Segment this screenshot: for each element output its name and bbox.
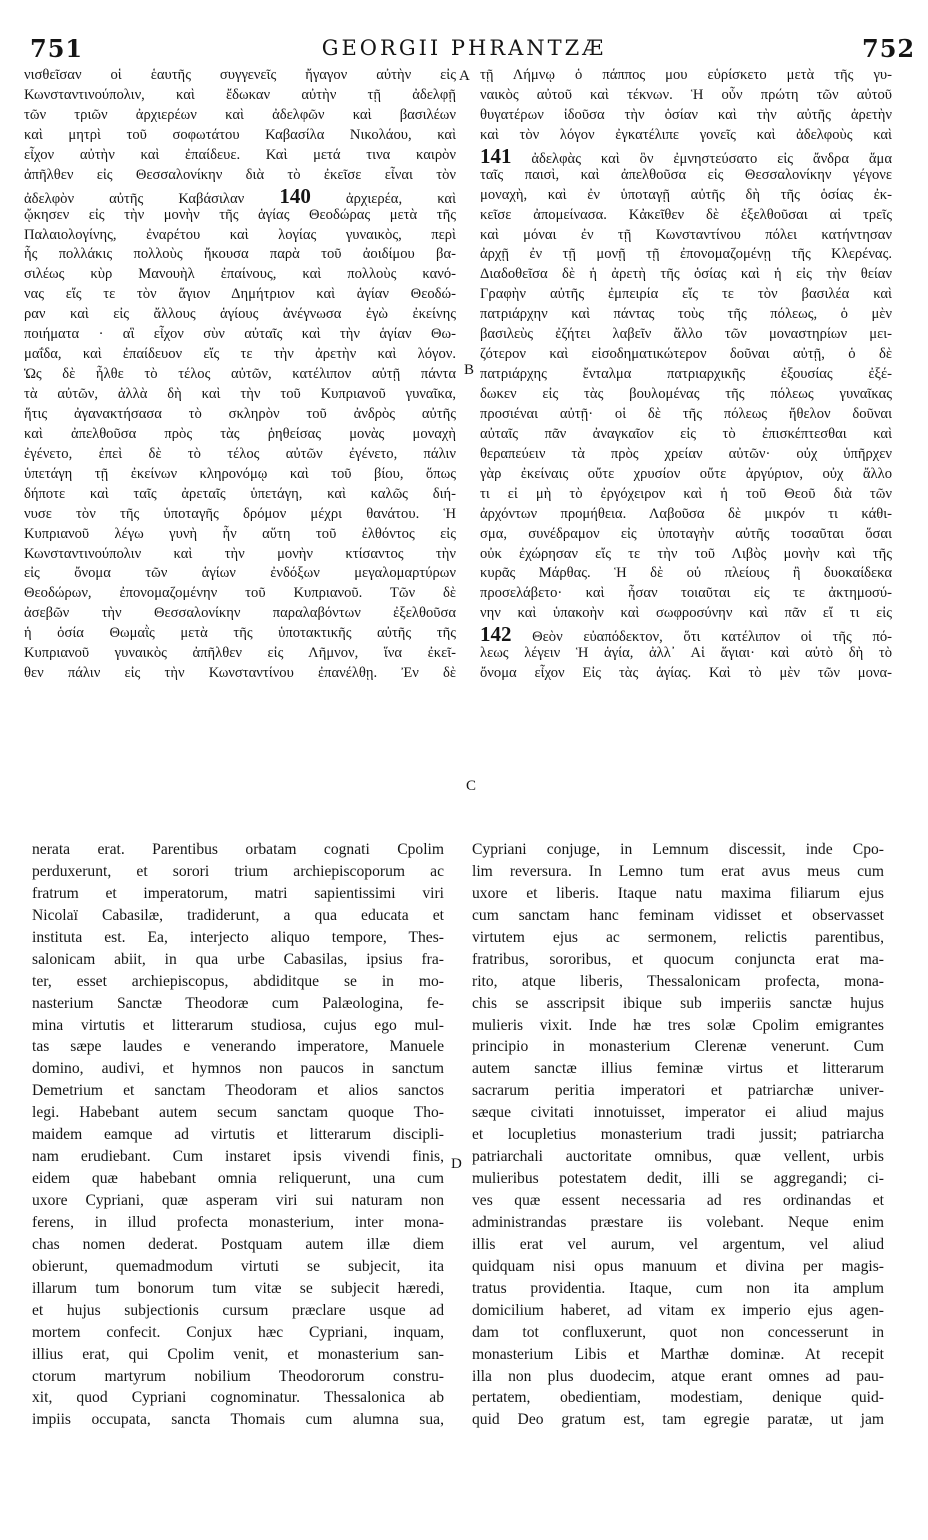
latin-left-line: obierunt, quemadmodum virtuti se subjecit, ita bbox=[32, 1257, 444, 1275]
latin-column-right bbox=[472, 839, 884, 1431]
latin-left-line: perduxerunt, et sorori trium archiepiscoporum ac bbox=[32, 862, 444, 880]
greek-left-line: Κυπριανοῦ γυναικὸς ἀπῆλθεν εἰς Λῆμνον, ἵνα ἐκεῖ- bbox=[24, 645, 456, 662]
greek-left-line: Θεοδώρων, ἐπονομαζομένην τοῦ Κυπριανοῦ. Τῶν δὲ bbox=[24, 585, 456, 602]
latin-right-line: monasterium Libis et Marthæ dominæ. At recepit bbox=[472, 1345, 884, 1363]
greek-left-line: νισθεῖσαν οἱ ἑαυτῆς συγγενεῖς ἤγαγον αὐτὴν εἰς bbox=[24, 67, 456, 83]
greek-right-line: σμα, συνέδραμον εἰς ὑποταγὴν αὐτῆς τοσαῦται ὅσαι bbox=[480, 525, 892, 542]
greek-left-line: ἀσεβῶν τὴν Θεσσαλονίκην παραλαβόντων ἐξελθοῦσα bbox=[24, 605, 456, 622]
latin-right-line: virtutem ejus ac sermonem, relictis parentibus, bbox=[472, 928, 884, 946]
page-number-left: 751 bbox=[30, 34, 84, 63]
latin-right-line: illa non plus duodecim, atque erant omnes ad pau- bbox=[472, 1367, 884, 1385]
latin-left-line: fratrum et imperatorum, matri sapientissimi viri bbox=[32, 884, 444, 902]
greek-right-line: 142 Θεὸν εὐαπόδεκτον, ὅτι κατέλιπον οἱ τῆς πό- bbox=[480, 624, 892, 644]
greek-left-line: δήποτε καὶ ταῖς ἀρεταῖς ὑπετάγη, καὶ καλῶς διή- bbox=[24, 485, 456, 502]
margin-letter-d: D bbox=[451, 1156, 462, 1172]
latin-right-line: pertatem, obedientiam, modestiam, denique quid- bbox=[472, 1389, 884, 1407]
margin-letter-a: A bbox=[459, 68, 470, 84]
latin-right-line: uxore et liberis. Itaque natu maxima filiarum ejus bbox=[472, 884, 884, 902]
latin-left-line: illius erat, qui Cpolim venit, et monasterium san- bbox=[32, 1345, 444, 1363]
latin-right-line: dam tot confluxerunt, quot non concesserunt in bbox=[472, 1323, 884, 1341]
latin-left-line: eidem quæ habebant omnia reliquerunt, una cum bbox=[32, 1170, 444, 1188]
greek-left-line: εἶχον αὐτὴν καὶ ἐπαίδευε. Καὶ μετά τινα καιρὸν bbox=[24, 146, 456, 163]
greek-left-line: ἐγένετο, ἐπεὶ δὲ τὸ τέλος αὐτῶν ἐγένετο, πάλιν bbox=[24, 445, 456, 462]
greek-left-line: εἰς ὄνομα τῶν ἁγίων ἐνδόξων μεγαλομαρτύρων bbox=[24, 565, 456, 582]
latin-right-line: mulieribus potestatem dedit, illi se aggregandi; ci- bbox=[472, 1170, 884, 1188]
greek-left-line: μαΐδα, καὶ ἐπαίδευον εἴς τε τὴν ἀρετὴν καὶ λόγον. bbox=[24, 346, 456, 363]
latin-right-line: patriarchali auctoritate omnibus, quæ vellent, urbis bbox=[472, 1148, 884, 1166]
latin-right-line: quid Deo gratum est, tam egregie paratæ, ut jam bbox=[472, 1411, 884, 1429]
latin-left-line: ferens, in illud profecta monasterium, inter mona- bbox=[32, 1213, 444, 1231]
greek-left-line: ποιήματα · αἳ εἶχον σὺν αὐταῖς καὶ τὴν ἁγίαν Θω- bbox=[24, 326, 456, 343]
latin-right-line: rito, atque liberis, Thessalonicam profecta, mona- bbox=[472, 972, 884, 990]
latin-right-line: et locupletius monasterium tradi jussit; patriarcha bbox=[472, 1126, 884, 1144]
greek-left-line: ραν καὶ εἰς ἄλλους ἁγίους ἀνέγνωσα ἐγὼ ἐκείνης bbox=[24, 306, 456, 323]
greek-left-line: ᾤκησεν εἰς τὴν μονὴν τῆς ἁγίας Θεοδώρας μετὰ τῆς bbox=[24, 206, 456, 223]
greek-left-line: Παλαιολογίνης, ἐναρέτου καὶ λογίας γυναικὸς, περὶ bbox=[24, 226, 456, 243]
latin-right-line: cum sanctam hanc feminam vidisset et observasset bbox=[472, 906, 884, 924]
greek-right-line: λεως λέγειν Ἡ ἁγία, ἀλλ᾽ Αἱ ἅγιαι· καὶ αὐτὸ δὴ τὸ bbox=[480, 645, 892, 662]
latin-right-line: ves quæ essent necessaria ad res ordinandas et bbox=[472, 1192, 884, 1209]
latin-right-line: domicilium haberet, ad vitam ex imperio ejus agen- bbox=[472, 1301, 884, 1319]
latin-left-line: salonicam abiit, in qua urbe Cabasilas, ipsius fra- bbox=[32, 950, 444, 968]
latin-left-line: nam erudiebant. Cum instaret ipsis vivendi finis, bbox=[32, 1148, 444, 1166]
greek-right-line: τῇ Λήμνῳ ὁ πάππος μου εὑρίσκετο μετὰ τῆς γυ- bbox=[480, 67, 892, 83]
latin-left-line: ctorum martyrum nobilium Theodororum constru- bbox=[32, 1367, 444, 1385]
greek-left-line: Ὡς δὲ ἦλθε τὸ τέλος αὐτῶν, κατέλιπον αὐτῇ πάντα bbox=[24, 366, 456, 383]
greek-right-line: ναικὸς αὐτοῦ καὶ τέκνων. Ἡ οὖν πρώτη τῶν αὐτοῦ bbox=[480, 86, 892, 103]
latin-left-line: et hujus subjectionis cursum præclare usque ad bbox=[32, 1301, 444, 1319]
greek-right-line: μοναχὴ, καὶ ἐν ὑποταγῇ αὐτῆς δὴ τῆς ὁσίας ἐκ- bbox=[480, 186, 892, 203]
latin-left-line: maidem eamque ad virtutis et litterarum discipli- bbox=[32, 1126, 444, 1144]
greek-right-line: ἀρχόντων προμήθεια. Λαβοῦσα δὲ μικρόν τι κάθι- bbox=[480, 505, 892, 522]
latin-right-line: illis erat vel aurum, vel argentum, vel aliud bbox=[472, 1235, 884, 1253]
greek-right-line: προσελάβετο· καὶ ἦσαν τοιαῦται εἰς τε ἀκτημοσύ- bbox=[480, 585, 892, 602]
latin-left-line: tas sæpe laudes e venerando imperatore, Manuele bbox=[32, 1038, 444, 1056]
greek-left-line: Κωνσταντινούπολιν, καὶ ἔδωκαν αὐτὴν τῇ ἀδελφῇ bbox=[24, 86, 456, 103]
greek-right-line: θυγατέρων ἰδοῦσα τὴν ὁσίαν καὶ τὴν αὐτῆς ἀρετὴν bbox=[480, 106, 892, 123]
running-head: GEORGII PHRANTZÆ bbox=[321, 36, 607, 60]
greek-right-line: νην καὶ ὑπακοὴν καὶ σωφροσύνην καὶ πᾶν εἴ τι εἰς bbox=[480, 605, 892, 622]
greek-right-line: Διαδοθεῖσα δὲ ἡ ἀρετὴ τῆς ὁσίας καὶ ἡ εἰς τὴν θείαν bbox=[480, 266, 892, 283]
greek-left-line: νυσε τὸν τῆς ὑποταγῆς δρόμον μέχρι θανάτου. Ἡ bbox=[24, 505, 456, 522]
greek-left-line: ἡ ὁσία Θωμαῒς μετὰ τῆς ὑποτακτικῆς αὐτῆς τῆς bbox=[24, 625, 456, 642]
latin-right-line: Cypriani conjuge, in Lemnum discessit, inde Cpo- bbox=[472, 841, 884, 858]
greek-right-line: καὶ μόναι ἐν τῇ Κωνσταντίνου πόλει κατήντησαν bbox=[480, 226, 892, 243]
section-number: 141 bbox=[480, 145, 512, 166]
greek-left-line: ἧς πολλάκις πολλοὺς ἤκουσα παρὰ τοῦ ἀοιδίμου βα- bbox=[24, 246, 456, 263]
latin-left-line: Nicolaï Cabasilæ, tradiderunt, a qua educata et bbox=[32, 906, 444, 924]
greek-left-line: ἀπῆλθεν εἰς Θεσσαλονίκην διὰ τὸ ἐκεῖσε εἶναι τὸν bbox=[24, 166, 456, 183]
greek-left-line: καὶ ἀπελθοῦσα πρὸς τὰς ῥηθείσας μονὰς μοναχὴ bbox=[24, 425, 456, 442]
greek-right-line: ἀρχῇ ἐν τῇ μονῇ τῇ ἐπονομαζομένῃ τῆς Κλερένας. bbox=[480, 246, 892, 263]
greek-left-line: ὑπετάγη τῇ ἐκείνων κληρονόμῳ καὶ τοῦ βίου, ὅπως bbox=[24, 465, 456, 482]
latin-left-line: legi. Habebant autem secum sanctam quoque Tho- bbox=[32, 1104, 444, 1122]
latin-left-line: domino, audivi, et hymnos non paucos in sanctum bbox=[32, 1060, 444, 1078]
greek-left-line: ἀδελφὸν αὐτῆς Καβάσιλαν 140 ἀρχιερέα, καὶ bbox=[24, 186, 456, 206]
latin-left-line: ter, esset archiepiscopus, abdiditque se in mo- bbox=[32, 972, 444, 990]
greek-column-left bbox=[24, 66, 456, 684]
latin-left-line: mina virtutis et litterarum studiosa, cujus ego mul- bbox=[32, 1016, 444, 1034]
greek-right-line: βασιλεὺς ἐζήτει λαβεῖν ἄλλο τῶν μοναστηρίων μει- bbox=[480, 326, 892, 343]
page-header bbox=[0, 28, 928, 64]
latin-left-line: uxore Cypriani, quæ asperam viri sui naturam non bbox=[32, 1192, 444, 1209]
latin-left-line: nerata erat. Parentibus orbatam cognati Cpolim bbox=[32, 841, 444, 858]
section-number: 140 bbox=[279, 185, 311, 206]
latin-right-line: principio in monasterium Clerenæ venerunt. Cum bbox=[472, 1038, 884, 1056]
latin-left-line: impiis occupata, sancta Thomais cum alumna sua, bbox=[32, 1411, 444, 1429]
latin-right-line: sacrarum peritia imperatori et patriarchæ univer- bbox=[472, 1082, 884, 1100]
latin-left-line: xit, quod Cypriani cognominatur. Thessalonica ab bbox=[32, 1389, 444, 1407]
greek-column-right bbox=[480, 66, 892, 684]
page-number-right: 752 bbox=[862, 34, 916, 63]
greek-left-line: νας εἴς τε τὸν ἅγιον Δημήτριον καὶ ἁγίαν Θεοδώ- bbox=[24, 286, 456, 303]
greek-left-line: θεν πάλιν εἰς τὴν Κωνσταντίνου ἐπανέλθῃ. Ἐν δὲ bbox=[24, 665, 456, 682]
greek-right-line: καὶ τὸν λόγον ἐγκατέλιπε γονεῖς καὶ ἀδελφοὺς καὶ bbox=[480, 126, 892, 143]
latin-left-line: mortem confecit. Conjux hæc Cypriani, inquam, bbox=[32, 1323, 444, 1341]
latin-right-line: administrandas præstare iis volebant. Neque enim bbox=[472, 1213, 884, 1231]
greek-left-line: καὶ μητρὶ τοῦ σοφωτάτου Καβασίλα Νικολάου, καὶ bbox=[24, 126, 456, 143]
greek-right-line: αὐταῖς πᾶν ἀναγκαῖον εἰς τὸ ἐπισκέπτεσθαι καὶ bbox=[480, 425, 892, 442]
greek-left-line: ἥτις ἀγανακτήσασα τὸ σκληρὸν τοῦ ἀνδρὸς αὐτῆς bbox=[24, 405, 456, 422]
latin-left-line: nasterium Sanctæ Theodoræ cum Palæologina, fe- bbox=[32, 994, 444, 1012]
latin-left-line: chas nomen dederat. Postquam autem illæ diem bbox=[32, 1235, 444, 1253]
greek-right-line: οὐκ ἐχώρησαν εἴς τε τὴν τοῦ Λιβὸς μονὴν καὶ τῆς bbox=[480, 545, 892, 562]
greek-right-line: κυρᾶς Μάρθας. Ἡ δὲ οὐ πλείους ἢ δυοκαίδεκα bbox=[480, 565, 892, 582]
greek-right-line: πατριάρχην καὶ πάντας τοὺς τῆς πόλεως, ὁ μὲν bbox=[480, 306, 892, 323]
greek-right-line: προσιέναι αὐτῇ· οἱ δὲ τῆς πόλεως ἤθελον δοῦναι bbox=[480, 405, 892, 422]
greek-right-line: ταῖς παισὶ, καὶ ἀπελθοῦσα εἰς Θεσσαλονίκην γέγονε bbox=[480, 166, 892, 183]
margin-letter-b: B bbox=[464, 362, 475, 378]
latin-right-line: tratus providentia. Itaque, cum non ita amplum bbox=[472, 1279, 884, 1297]
greek-right-line: ζότερον καὶ εἰσοδηματικώτερον δοῦναι αὐτῇ, ὁ δὲ bbox=[480, 346, 892, 363]
greek-left-line: τὰ αὐτῶν, ἀλλὰ δὴ καὶ τὴν τοῦ Κυπριανοῦ γυναῖκα, bbox=[24, 386, 456, 402]
greek-left-line: σιλέως κὺρ Μανουὴλ ἐπαίνους, καὶ πολλοὺς κανό- bbox=[24, 266, 456, 283]
latin-column-left bbox=[32, 839, 444, 1431]
section-number: 142 bbox=[480, 624, 512, 645]
latin-right-line: lim reversura. In Lemno tum erat avus meus cum bbox=[472, 862, 884, 880]
greek-right-line: τι εἰ μὴ τὸ ἐργόχειρον καὶ ἡ τοῦ Θεοῦ διὰ τῶν bbox=[480, 485, 892, 502]
latin-right-line: mulieris vixit. Inde hæ tres solæ Cpolim emigrantes bbox=[472, 1016, 884, 1034]
latin-right-line: quidquam nisi opus manuum et divina per magis- bbox=[472, 1257, 884, 1275]
greek-right-line: κεῖσε ἀπομείνασα. Κἀκεῖθεν δὲ ἐξελθοῦσαι αἱ τρεῖς bbox=[480, 206, 892, 223]
latin-right-line: sæque civitati innotuisset, imperator ei aliud majus bbox=[472, 1104, 884, 1122]
latin-left-line: Demetrium et sanctam Theodoram et alios sanctos bbox=[32, 1082, 444, 1100]
greek-right-line: δωκεν εἰς τὰς βουλομένας τῆς πόλεως γυναῖκας bbox=[480, 386, 892, 402]
greek-right-line: γὰρ ἐκείναις οὔτε χρυσίον οὔτε ἀργύριον, οὐχ ἄλλο bbox=[480, 465, 892, 482]
latin-right-line: chis se asscripsit ibique sub imperiis sanctæ hujus bbox=[472, 994, 884, 1012]
greek-right-line: 141 ἀδελφὰς καὶ ὃν ἐμνηστεύσατο εἰς ἄνδρα ἅμα bbox=[480, 146, 892, 166]
latin-left-line: instituta est. Ea, interjecto aliquo tempore, Thes- bbox=[32, 928, 444, 946]
greek-right-line: ὄνομα εἶχον Εἰς τὰς ἁγίας. Καὶ τὸ μὲν τῶν μονα- bbox=[480, 665, 892, 682]
margin-letter-c: C bbox=[466, 778, 477, 794]
greek-right-line: θεραπεύειν τὰ πρὸς χρείαν αὐτῶν· οὐχ ὑπῆρχεν bbox=[480, 445, 892, 462]
greek-left-line: Κυπριανοῦ λέγω γυνὴ ἦν αὕτη τοῦ ἐλθόντος εἰς bbox=[24, 525, 456, 542]
greek-right-line: πατριάρχης ἔνταλμα πατριαρχικῆς ἐξουσίας ἐξέ- bbox=[480, 366, 892, 383]
latin-left-line: illarum tum bonorum tum vitæ se subjecit hæredi, bbox=[32, 1279, 444, 1297]
greek-right-line: Γραφὴν αὐτῆς ἐμπειρία εἴς τε τὸν βασιλέα καὶ bbox=[480, 286, 892, 303]
greek-left-line: Κωνσταντινούπολιν καὶ τὴν μονὴν κτίσαντος τὴν bbox=[24, 545, 456, 562]
greek-left-line: τῶν τριῶν ἀρχιερέων καὶ ἀδελφῶν καὶ βασιλέων bbox=[24, 106, 456, 123]
latin-right-line: fratribus, sororibus, et quocum conjuncta erat ma- bbox=[472, 950, 884, 968]
latin-right-line: autem sanctæ illius feminæ virtus et litterarum bbox=[472, 1060, 884, 1078]
